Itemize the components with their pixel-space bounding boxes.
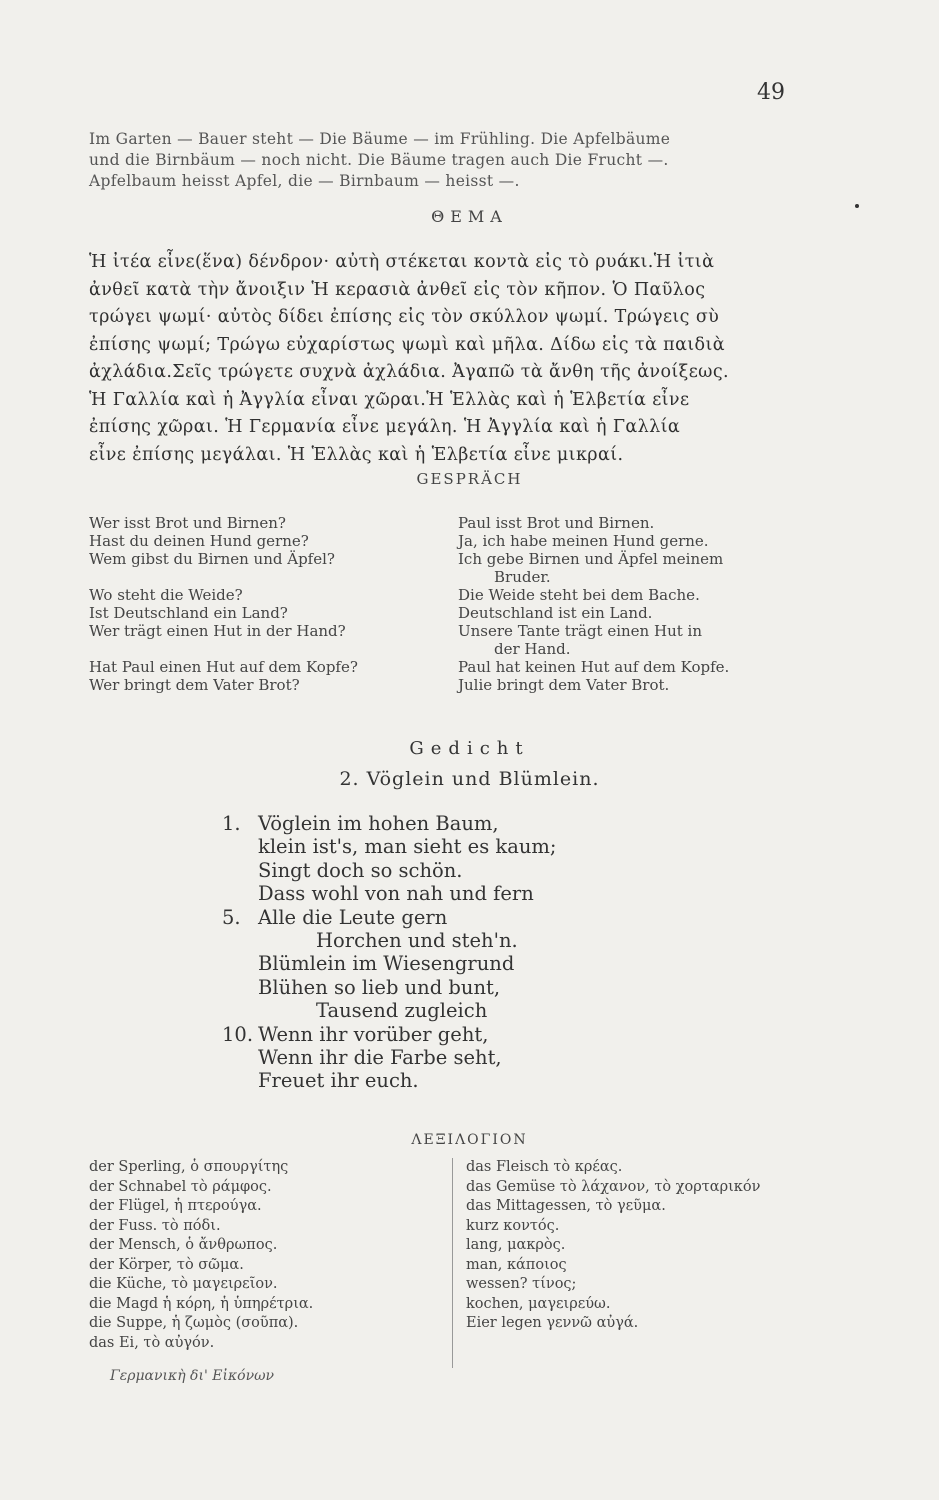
intro-line: Im Garten — Bauer steht — Die Bäume — im Frühling. Die Apfelbäume <box>89 130 671 148</box>
greek-line: ἐπίσης ψωμί; Τρώγω εὐχαρίστως ψωμὶ καὶ μῆλα. Δίδω εἰς τὰ παιδιὰ <box>89 334 725 355</box>
vocab-entry: lang, μακρὸς. <box>466 1237 566 1253</box>
answer: Julie bringt dem Vater Brot. <box>458 676 670 694</box>
vocab-entry: kurz κοντός. <box>466 1217 560 1234</box>
greek-line: εἶνε ἐπίσης μεγάλαι. Ἡ Ἑλλὰς καὶ ἡ Ἑλβετία εἶνε μικραί. <box>89 444 624 465</box>
page-number: 49 <box>757 80 785 105</box>
answer: Ja, ich habe meinen Hund gerne. <box>458 532 709 550</box>
vocab-entry: kochen, μαγειρεύω. <box>466 1295 611 1312</box>
answers-column <box>458 514 729 694</box>
vocab-entry: Eier legen γεννῶ αὐγά. <box>466 1315 639 1331</box>
intro-paragraph <box>89 129 809 192</box>
vocab-entry: der Mensch, ὁ ἄνθρωπος. <box>89 1237 278 1253</box>
question: Wer isst Brot und Birnen? <box>89 514 286 532</box>
answer: Deutschland ist ein Land. <box>458 604 653 622</box>
question: Ist Deutschland ein Land? <box>89 604 288 622</box>
answer: Unsere Tante trägt einen Hut in <box>458 622 702 640</box>
vocab-entry: der Fuss. τὸ πόδι. <box>89 1217 221 1234</box>
poem-line: Tausend zugleich <box>316 999 488 1023</box>
vocab-entry: der Schnabel τὸ ράμφος. <box>89 1178 272 1195</box>
greek-line: ἀχλάδια.Σεῖς τρώγετε συχνὰ ἀχλάδια. Ἀγαπῶ τὰ ἄνθη τῆς ἀνοίξεως. <box>89 362 729 382</box>
vocab-entry: das Fleisch τὸ κρέας. <box>466 1159 623 1175</box>
poem-line: Wenn ihr vorüber geht, <box>258 1022 489 1046</box>
intro-line: Apfelbaum heisst Apfel, die — Birnbaum — heisst —. <box>89 172 520 190</box>
answer: Bruder. <box>494 568 551 586</box>
vocab-entry: wessen? τίνος; <box>466 1276 577 1292</box>
line-number: 10. <box>222 1022 254 1046</box>
vocab-heading: ΛΕΞΙΛΟΓΙΟΝ <box>411 1132 528 1148</box>
question: Wem gibst du Birnen und Äpfel? <box>89 550 335 568</box>
poem-title: 2. Vöglein und Blümlein. <box>339 768 600 790</box>
caption: Γερμανικὴ δι' Εἰκόνων <box>110 1368 275 1384</box>
vocab-entry: der Flügel, ἡ πτερούγα. <box>89 1198 262 1214</box>
poem-line: Alle die Leute gern <box>258 905 448 929</box>
intro-line: und die Birnbäum — noch nicht. Die Bäume tragen auch Die Frucht —. <box>89 151 669 169</box>
poem-line: Wenn ihr die Farbe seht, <box>258 1045 502 1069</box>
vocab-entry: die Suppe, ἡ ζωμὸς (σοῦπα). <box>89 1315 299 1331</box>
vocab-entry: die Magd ἡ κόρη, ἡ ὑπηρέτρια. <box>89 1295 314 1312</box>
poem-heading: Gedicht <box>409 738 530 759</box>
answer: Die Weide steht bei dem Bache. <box>458 586 700 604</box>
greek-line: ἐπίσης χῶραι. Ἡ Γερμανία εἶνε μεγάλη. Ἡ Ἀγγλία καὶ ἡ Γαλλία <box>89 417 681 437</box>
line-number: 5. <box>222 905 241 929</box>
poem-line: Singt doch so schön. <box>258 858 463 882</box>
poem-line: Vöglein im hohen Baum, <box>258 812 499 835</box>
greek-line: Ἡ ἰτέα εἶνε(ἕνα) δένδρον· αὐτὴ στέκεται κοντὰ εἰς τὸ ρυάκι.Ἡ ἰτιὰ <box>89 252 715 272</box>
vocab-entry: man, κάποιος <box>466 1256 567 1273</box>
question: Wer trägt einen Hut in der Hand? <box>89 622 346 640</box>
answer: Paul isst Brot und Birnen. <box>458 514 655 532</box>
answer: Ich gebe Birnen und Äpfel meinem <box>458 550 724 568</box>
poem-line: Horchen und steh'n. <box>316 928 518 952</box>
vocab-right-column <box>466 1158 760 1334</box>
questions-column <box>89 514 358 694</box>
vocab-entry: der Körper, τὸ σῶμα. <box>89 1256 244 1273</box>
poem-line: Blümlein im Wiesengrund <box>258 952 515 976</box>
question: Hast du deinen Hund gerne? <box>89 532 309 550</box>
poem-line: Dass wohl von nah und fern <box>258 882 534 906</box>
vocab-entry: die Küche, τὸ μαγειρεῖον. <box>89 1276 278 1292</box>
vocab-entry: der Sperling, ὁ σπουργίτης <box>89 1159 289 1175</box>
greek-line: Ἡ Γαλλία καὶ ἡ Ἀγγλία εἶναι χῶραι.Ἡ Ἑλλὰς καὶ ἡ Ἑλβετία εἶνε <box>89 389 690 410</box>
answer: der Hand. <box>494 640 571 658</box>
ink-speck <box>855 204 859 208</box>
question: Wer bringt dem Vater Brot? <box>89 676 300 694</box>
vocab-entry: das Mittagessen, τὸ γεῦμα. <box>466 1198 666 1214</box>
line-number: 1. <box>222 812 241 835</box>
poem-line: Freuet ihr euch. <box>258 1069 419 1093</box>
greek-line: τρώγει ψωμί· αὐτὸς δίδει ἐπίσης εἰς τὸν σκύλλον ψωμί. Τρώγεις σὺ <box>89 307 720 327</box>
question: Hat Paul einen Hut auf dem Kopfe? <box>89 658 358 676</box>
greek-line: ἀνθεῖ κατὰ τὴν ἄνοιξιν Ἡ κερασιὰ ἀνθεῖ εἰς τὸν κῆπον. Ὁ Παῦλος <box>89 279 706 300</box>
gesprach-heading: GESPRÄCH <box>416 470 523 488</box>
column-divider <box>452 1158 453 1368</box>
vocab-left-column <box>89 1158 313 1353</box>
greek-paragraph <box>89 249 829 469</box>
thema-heading: ΘΕΜΑ <box>431 207 508 226</box>
vocab-entry: das Ei, τὸ αὐγόν. <box>89 1334 215 1351</box>
vocab-entry: das Gemüse τὸ λάχανον, τὸ χορταρικόν <box>466 1178 761 1195</box>
question: Wo steht die Weide? <box>89 586 243 604</box>
poem-line: klein ist's, man sieht es kaum; <box>258 835 557 859</box>
poem-line: Blühen so lieb und bunt, <box>258 975 501 999</box>
answer: Paul hat keinen Hut auf dem Kopfe. <box>458 658 730 676</box>
